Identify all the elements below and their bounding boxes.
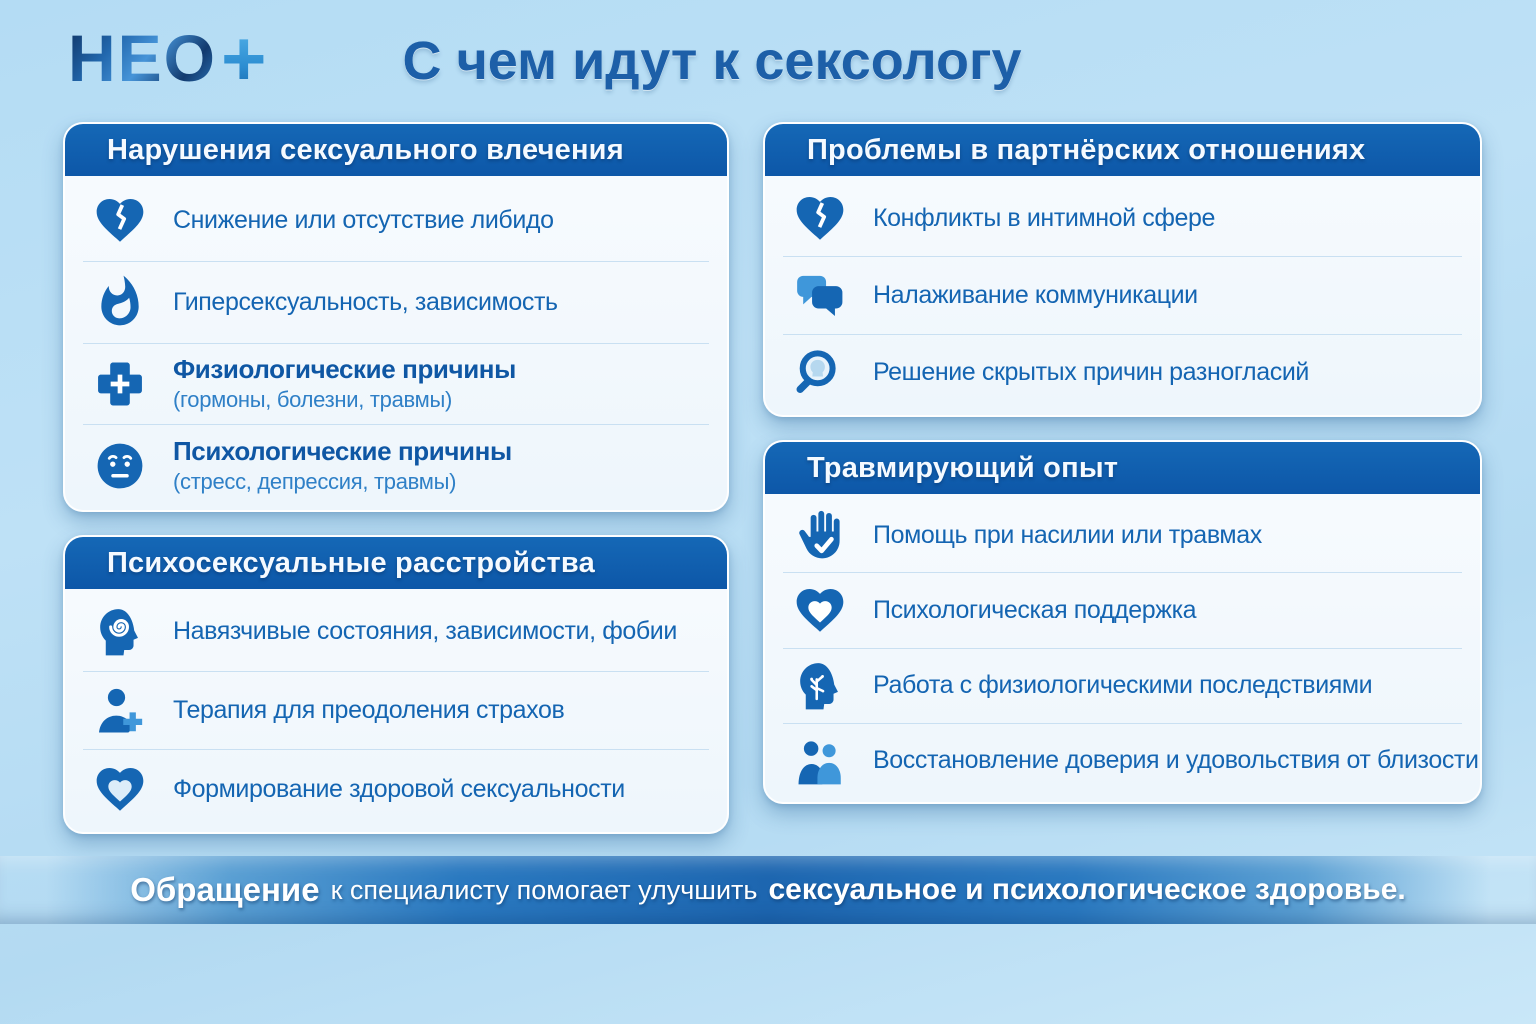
flame-icon <box>91 273 149 331</box>
item-text: Восстановление доверия и удовольствия от близости <box>873 746 1479 775</box>
list-item <box>783 335 1462 411</box>
item-text: Работа с физиологическими последствиями <box>873 671 1373 700</box>
footer-banner <box>0 856 1536 924</box>
item-text: Помощь при насилии или травмах <box>873 520 1262 549</box>
list-item <box>83 750 709 828</box>
list-item <box>783 573 1462 648</box>
card-title: Нарушения сексуального влечения <box>107 133 624 166</box>
hypnosis-head-icon <box>91 603 149 661</box>
item-subtext: (стресс, депрессия, травмы) <box>173 469 457 495</box>
hand-check-icon <box>791 506 849 564</box>
card-items <box>765 494 1480 802</box>
list-item <box>83 672 709 751</box>
card-header <box>65 537 727 589</box>
chat-bubbles-icon <box>791 266 849 324</box>
item-subtext: (гормоны, болезни, травмы) <box>173 387 453 413</box>
footer-text-middle: к специалисту помогает улучшить <box>330 874 758 905</box>
heart-in-heart-light-icon <box>91 760 149 818</box>
card-header <box>765 124 1480 176</box>
medical-cross-icon <box>91 355 149 413</box>
card-items <box>65 589 727 832</box>
list-item <box>783 180 1462 257</box>
card-traumatic-experience <box>763 440 1482 804</box>
card-header <box>765 442 1480 494</box>
magnifier-face-icon <box>791 344 849 402</box>
item-text: Психологическая поддержка <box>873 595 1197 624</box>
item-text: Решение скрытых причин разногласий <box>873 358 1309 387</box>
therapist-plus-icon <box>91 682 149 740</box>
item-text: Конфликты в интимной сфере <box>873 203 1216 232</box>
footer-text-bold-start: Обращение <box>130 871 320 908</box>
item-text: Налаживание коммуникации <box>873 280 1198 309</box>
broken-heart-icon <box>91 191 149 249</box>
list-item <box>83 425 709 506</box>
item-text: Физиологические причины <box>173 354 516 385</box>
card-sexual-desire-disorders <box>63 122 729 512</box>
card-title: Психосексуальные расстройства <box>107 546 595 579</box>
item-text: Навязчивые состояния, зависимости, фобии <box>173 617 677 646</box>
card-title: Проблемы в партнёрских отношениях <box>807 133 1366 166</box>
logo-text: НЕО <box>68 21 218 95</box>
card-title: Травмирующий опыт <box>807 451 1119 484</box>
item-text: Формирование здоровой сексуальности <box>173 774 625 803</box>
mind-tree-icon <box>791 657 849 715</box>
card-header <box>65 124 727 176</box>
card-psychosexual-disorders <box>63 535 729 834</box>
card-partner-relationship-problems <box>763 122 1482 417</box>
list-item <box>783 257 1462 334</box>
hug-icon <box>791 732 849 790</box>
item-text: Психологические причины <box>173 436 512 467</box>
item-text: Терапия для преодоления страхов <box>173 696 565 724</box>
list-item <box>783 724 1479 798</box>
list-item <box>783 649 1462 724</box>
page-title: С чем идут к сексологу <box>402 31 1022 91</box>
item-text: Снижение или отсутствие либидо <box>173 205 554 234</box>
list-item <box>83 344 709 426</box>
heart-in-heart-white-icon <box>791 581 849 639</box>
card-items <box>765 176 1480 415</box>
list-item <box>83 262 709 344</box>
list-item <box>83 593 709 672</box>
footer-text-bold-end: сексуальное и психологическое здоровье. <box>768 873 1406 906</box>
item-text: Гиперсексуальность, зависимость <box>173 287 558 316</box>
worried-face-icon <box>91 437 149 495</box>
neo-plus-logo <box>68 14 269 102</box>
logo-plus-icon: + <box>221 14 269 102</box>
card-items <box>65 176 727 510</box>
list-item <box>783 498 1462 573</box>
broken-heart-icon <box>791 189 849 247</box>
list-item <box>83 180 709 262</box>
